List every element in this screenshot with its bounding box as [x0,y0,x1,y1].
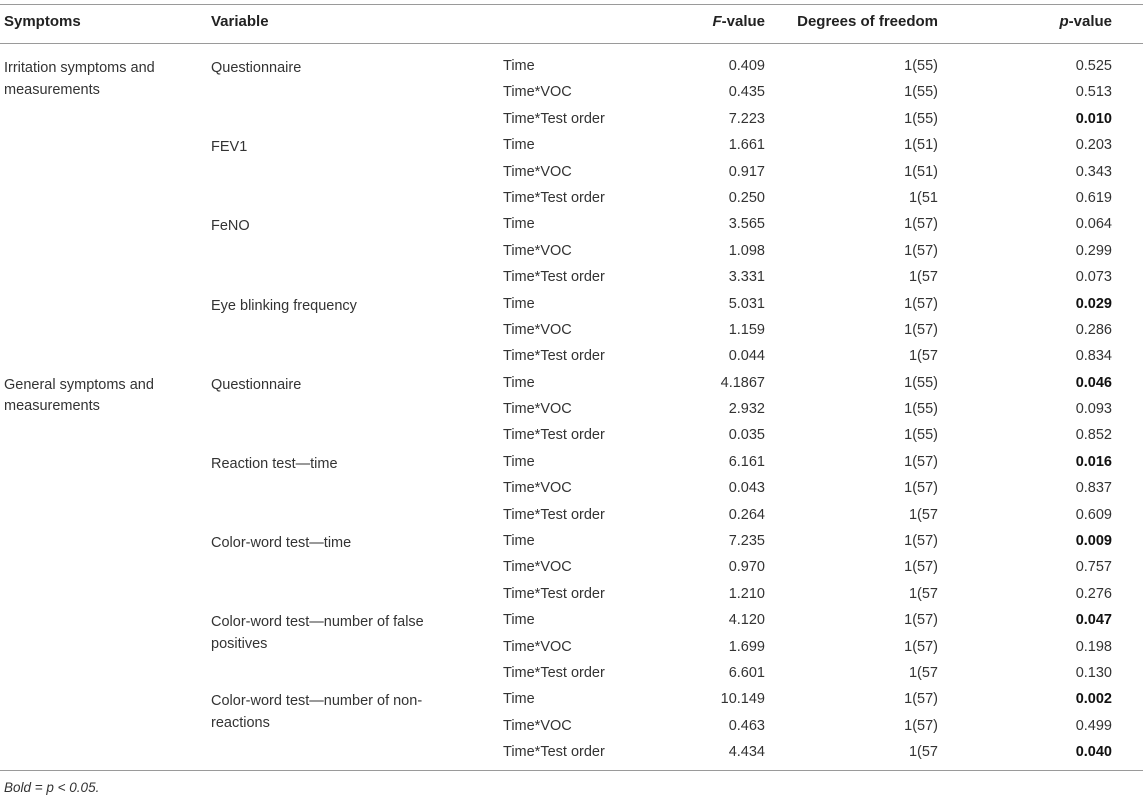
p-value-cell: 0.203 [1075,137,1112,154]
term-cell: Time [503,295,535,312]
term-cell: Time [503,691,535,708]
p-value-cell: 0.009 [1075,533,1112,550]
df-cell: 1(55) [904,374,938,391]
df-cell: 1(57 [908,348,938,365]
header-variable: Variable [211,13,269,30]
table-row [0,265,1143,291]
table-row [0,107,1143,133]
table-row [0,450,1143,476]
p-value-cell: 0.016 [1075,453,1112,470]
table-row [0,555,1143,581]
f-value-cell: 0.264 [728,506,765,523]
table-row [0,344,1143,370]
term-cell: Time*VOC [503,717,572,734]
variable-cell: FeNO [211,218,250,235]
p-value-cell: 0.047 [1075,612,1112,629]
term-cell: Time*VOC [503,242,572,259]
term-cell: Time*Test order [503,189,605,206]
table-row [0,582,1143,608]
df-cell: 1(57 [908,269,938,286]
f-value-cell: 0.463 [728,717,765,734]
f-value-cell: 1.699 [728,638,765,655]
df-cell: 1(57 [908,664,938,681]
term-cell: Time*VOC [503,401,572,418]
df-cell: 1(57) [904,216,938,233]
f-value-cell: 7.223 [728,110,765,127]
f-value-cell: 0.970 [728,559,765,576]
p-value-cell: 0.834 [1075,348,1112,365]
p-value-cell: 0.757 [1075,559,1112,576]
term-cell: Time*Test order [503,585,605,602]
table-header-row [0,4,1143,40]
table-row [0,239,1143,265]
term-cell: Time*VOC [503,163,572,180]
df-cell: 1(51 [908,189,938,206]
p-value-cell: 0.010 [1075,110,1112,127]
f-value-cell: 0.435 [728,84,765,101]
term-cell: Time*VOC [503,321,572,338]
f-value-cell: 4.120 [728,612,765,629]
df-cell: 1(57 [908,506,938,523]
term-cell: Time [503,216,535,233]
table-row [0,423,1143,449]
f-value-cell: 3.331 [728,269,765,286]
term-cell: Time [503,612,535,629]
term-cell: Time [503,453,535,470]
term-cell: Time [503,374,535,391]
f-value-cell: 10.149 [720,691,765,708]
table-row [0,212,1143,238]
variable-cell: Color-word test—number of non-reactions [211,693,423,731]
header-f-italic: F [712,13,722,30]
table-row [0,661,1143,687]
df-cell: 1(57) [904,480,938,497]
table-row [0,160,1143,186]
term-cell: Time*VOC [503,84,572,101]
p-value-cell: 0.499 [1075,717,1112,734]
p-value-cell: 0.286 [1075,321,1112,338]
term-cell: Time*Test order [503,427,605,444]
df-cell: 1(57) [904,295,938,312]
header-p-value [1059,13,1112,30]
p-value-cell: 0.064 [1075,216,1112,233]
f-value-cell: 0.917 [728,163,765,180]
table-row [0,476,1143,502]
term-cell: Time*Test order [503,664,605,681]
df-cell: 1(57) [904,612,938,629]
df-cell: 1(57) [904,559,938,576]
header-symptoms: Symptoms [4,13,81,30]
term-cell: Time*Test order [503,348,605,365]
f-value-cell: 5.031 [728,295,765,312]
f-value-cell: 2.932 [728,401,765,418]
footnote: Bold = p < 0.05. [4,780,100,795]
symptoms-cell: Irritation symptoms and measurements [4,60,155,98]
p-value-cell: 0.837 [1075,480,1112,497]
p-value-cell: 0.130 [1075,664,1112,681]
df-cell: 1(57) [904,242,938,259]
f-value-cell: 0.409 [728,58,765,74]
df-cell: 1(55) [904,58,938,74]
table-row [0,186,1143,212]
df-cell: 1(57 [908,744,938,761]
df-cell: 1(57) [904,533,938,550]
variable-cell: Questionnaire [211,60,302,76]
term-cell: Time*Test order [503,744,605,761]
header-p-italic: p [1059,13,1069,30]
df-cell: 1(57 [908,585,938,602]
p-value-cell: 0.029 [1075,295,1112,312]
f-value-cell: 1.159 [728,321,765,338]
p-value-cell: 0.513 [1075,84,1112,101]
term-cell: Time [503,533,535,550]
p-value-cell: 0.198 [1075,638,1112,655]
f-value-cell: 1.661 [728,137,765,154]
symptoms-cell: General symptoms and measurements [4,376,154,415]
p-value-cell: 0.609 [1075,506,1112,523]
f-value-cell: 0.035 [728,427,765,444]
f-value-cell: 6.601 [728,664,765,681]
variable-cell: Eye blinking frequency [211,297,357,314]
term-cell: Time*Test order [503,506,605,523]
f-value-cell: 3.565 [728,216,765,233]
header-f-value [712,13,765,30]
df-cell: 1(57) [904,321,938,338]
p-value-cell: 0.046 [1075,374,1112,391]
p-value-cell: 0.343 [1075,163,1112,180]
p-value-cell: 0.040 [1075,744,1112,761]
table-row [0,397,1143,423]
f-value-cell: 6.161 [728,453,765,470]
df-cell: 1(51) [904,137,938,154]
header-degrees-of-freedom: Degrees of freedom [797,13,938,30]
df-cell: 1(55) [904,84,938,101]
f-value-cell: 7.235 [728,533,765,550]
term-cell: Time [503,58,535,74]
df-cell: 1(55) [904,110,938,127]
variable-cell: Color-word test—time [211,535,352,552]
header-p-rest: -value [1068,13,1112,30]
p-value-cell: 0.299 [1075,242,1112,259]
f-value-cell: 1.098 [728,242,765,259]
f-value-cell: 4.1867 [720,374,765,391]
term-cell: Time*VOC [503,638,572,655]
f-value-cell: 1.210 [728,585,765,602]
variable-cell: Questionnaire [211,376,302,393]
df-cell: 1(57) [904,453,938,470]
variable-cell: Color-word test—number of false positives [211,614,424,652]
term-cell: Time*Test order [503,269,605,286]
variable-cell: FEV1 [211,139,248,156]
term-cell: Time*Test order [503,110,605,127]
table-bottom-rule [0,770,1143,771]
p-value-cell: 0.852 [1075,427,1112,444]
p-value-cell: 0.093 [1075,401,1112,418]
term-cell: Time*VOC [503,480,572,497]
f-value-cell: 0.043 [728,480,765,497]
f-value-cell: 0.250 [728,189,765,206]
table-row [0,714,1143,740]
df-cell: 1(55) [904,401,938,418]
table-row [0,740,1143,766]
p-value-cell: 0.002 [1075,691,1112,708]
table-row [0,292,1143,318]
table-row [0,503,1143,529]
header-bottom-rule [0,43,1143,44]
table-row [0,80,1143,106]
df-cell: 1(55) [904,427,938,444]
df-cell: 1(51) [904,163,938,180]
table-row [0,318,1143,344]
variable-cell: Reaction test—time [211,455,338,472]
p-value-cell: 0.276 [1075,585,1112,602]
term-cell: Time*VOC [503,559,572,576]
term-cell: Time [503,137,535,154]
df-cell: 1(57) [904,717,938,734]
table-row [0,529,1143,555]
table-body [0,54,1143,767]
header-f-rest: -value [721,13,765,30]
p-value-cell: 0.619 [1075,189,1112,206]
f-value-cell: 4.434 [728,744,765,761]
table-row [0,133,1143,159]
table-row [0,635,1143,661]
df-cell: 1(57) [904,638,938,655]
p-value-cell: 0.073 [1075,269,1112,286]
df-cell: 1(57) [904,691,938,708]
f-value-cell: 0.044 [728,348,765,365]
p-value-cell: 0.525 [1075,58,1112,74]
